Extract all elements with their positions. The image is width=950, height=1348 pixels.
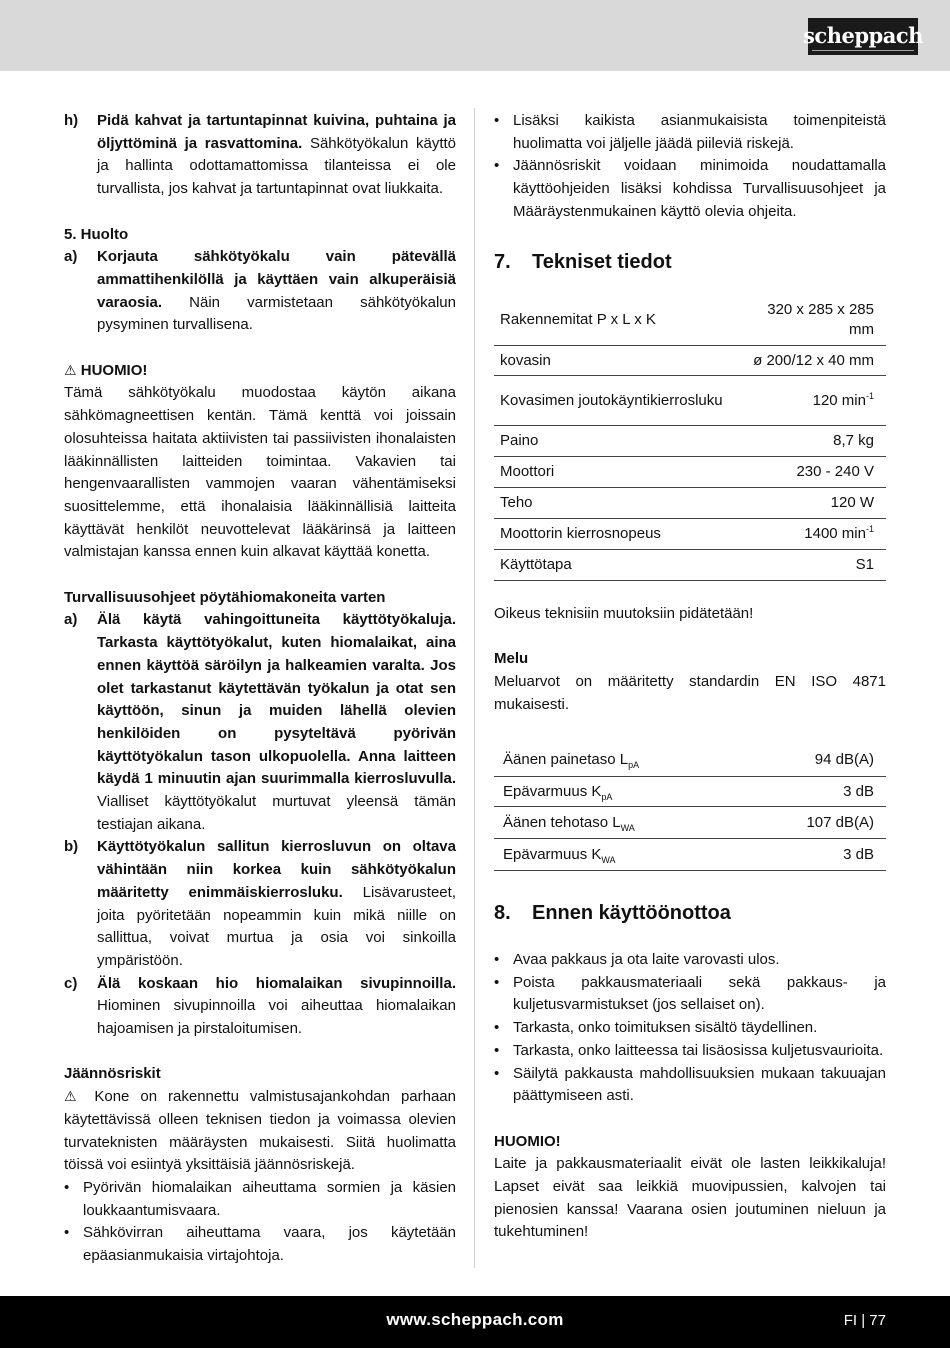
rule-bold-text: Pidä kahvat ja tartuntapinnat kuivina, puhtaina ja öljyttöminä ja rasvattomina. (97, 112, 456, 152)
list-item: • Poista pakkausmateriaali sekä pakkaus- ja kuljetusvarmistukset (jos sellaiset on). (494, 972, 886, 1017)
rule-tb (64, 836, 456, 972)
bullet-text: Tarkasta, onko laitteessa tai lisäosissa kuljetusvaurioita. (513, 1041, 884, 1059)
page-header (0, 0, 950, 71)
section-8-heading (494, 899, 886, 927)
rule-tc (64, 973, 456, 1041)
rule-ta (64, 609, 456, 836)
list-item: • Tarkasta, onko toimituksen sisältö täydellinen. (494, 1017, 886, 1040)
noise-table (494, 745, 886, 872)
spec-value: ø 200/12 x 40 mm (746, 346, 886, 376)
table-row (494, 550, 886, 581)
rule-bold-text: Älä koskaan hio hiomalaikan sivupinnoilla. (97, 974, 456, 992)
spec-label: Käyttötapa (494, 550, 746, 581)
footer-url: www.scheppach.com (386, 1310, 564, 1329)
list-item: • Jäännösriskit voidaan minimoida noudattamalla käyttöohjeiden lisäksi kohdissa Turvallisuusohjeet ja Määräystenmukainen käyttö olevia ohjeita. (494, 155, 886, 223)
noise-sub: pA (628, 760, 640, 771)
section-number: 7. (494, 250, 511, 273)
noise-sub: WA (620, 822, 635, 833)
table-row (494, 457, 886, 488)
noise-value: 3 dB (748, 839, 886, 871)
page-number: FI | 77 (843, 1312, 886, 1329)
spec-value: 230 - 240 V (746, 457, 886, 488)
spec-value: 120 W (746, 488, 886, 519)
rule-h (64, 110, 456, 201)
right-column (494, 110, 886, 1244)
spec-value: 120 min (812, 391, 866, 409)
section-title: Tekniset tiedot (532, 250, 672, 273)
list-item: • Avaa pakkaus ja ota laite varovasti ulos. (494, 949, 886, 972)
rule-bold-text: Käyttötyökalun sallitun kierrosluvun on oltava vähintään niin korkea kuin sähkötyökalun määritetty enimmäiskierrosluku. (97, 838, 456, 901)
rule-bold-text: Korjauta sähkötyökalu vain pätevällä ammattihenkilöllä ja käyttäen vain alkuperäisiä varaosia. (97, 248, 456, 311)
bullet-text: Tarkasta, onko toimituksen sisältö täydellinen. (513, 1019, 818, 1037)
table-row (494, 807, 886, 839)
table-row (494, 426, 886, 457)
table-row (494, 488, 886, 519)
bullet-text: Jäännösriskit voidaan minimoida noudattamalla käyttöohjeiden lisäksi kohdissa Turvallisuusohjeet ja Määräystenmukainen käyttö olevia ohjeita. (513, 157, 886, 220)
rule-label: c) (64, 974, 78, 992)
table-row (494, 376, 886, 426)
list-item: • Pyörivän hiomalaikan aiheuttama sormien ja käsien loukkaantumisvaara. (64, 1177, 456, 1222)
bullet-text: Poista pakkausmateriaali sekä pakkaus- ja kuljetusvarmistukset (jos sellaiset on). (513, 973, 886, 1014)
warning-icon: ⚠ (64, 1089, 84, 1106)
huomio-title: HUOMIO! (76, 361, 148, 379)
specs-table (494, 296, 886, 582)
noise-text: Meluarvot on määritetty standardin EN ISO 4871 mukaisesti. (494, 673, 886, 713)
section-5-title: 5. Huolto (64, 225, 129, 243)
spec-label: Kovasimen joutokäyntikierrosluku (494, 376, 746, 426)
column-divider (474, 108, 475, 1268)
rule-label: h) (64, 112, 79, 129)
rule-label: b) (64, 838, 79, 856)
rule-5a (64, 246, 456, 337)
table-row (494, 839, 886, 871)
list-item: • Tarkasta, onko laitteessa tai lisäosissa kuljetusvaurioita. (494, 1040, 886, 1063)
rule-text: Hiominen sivupinnoilla voi aiheuttaa hiomalaikan hajoamisen ja pirstaloitumisen. (97, 997, 456, 1038)
spec-label: Moottori (494, 457, 746, 488)
warning-icon: ⚠ (64, 362, 77, 379)
table-row (494, 296, 886, 346)
section-title: Ennen käyttöönottoa (532, 902, 731, 925)
spec-label: Moottorin kierrosnopeus (494, 519, 746, 550)
spec-unit-sup: -1 (865, 390, 874, 401)
noise-sub: WA (601, 854, 616, 865)
rule-label: a) (64, 611, 78, 629)
safety-title: Turvallisuusohjeet pöytähiomakoneita varten (64, 588, 386, 606)
residual-risks-title: Jäännösriskit (64, 1065, 161, 1083)
section-number: 8. (494, 902, 511, 925)
noise-label: Epävarmuus K (503, 845, 602, 863)
spec-label: Teho (494, 488, 746, 519)
noise-value: 107 dB(A) (748, 807, 886, 839)
bullet-text: Avaa pakkaus ja ota laite varovasti ulos. (513, 951, 780, 969)
huomio-text: Laite ja pakkausmateriaalit eivät ole lasten leikkikaluja! Lapset eivät saa leikkiä muovipussien, kalvojen tai pienosien kanssa! Vaarana osien joutuminen nieluun ja tukehtuminen! (494, 1155, 886, 1241)
spec-unit-sup: -1 (865, 524, 874, 535)
residual-risks-text: Kone on rakennettu valmistusajankohdan parhaan käytettävissä olleen teknisen tiedon ja voimassa olevien turvateknisten määräysten mukaisesti. Siitä huolimatta töissä voi esiintyä yksittäisiä jäännösriskejä. (64, 1088, 456, 1174)
rights-note: Oikeus teknisiin muutoksiin pidätetään! (494, 605, 754, 623)
left-column (64, 110, 456, 1268)
noise-label: Äänen tehotaso L (503, 813, 621, 831)
bullet-text: Pyörivän hiomalaikan aiheuttama sormien ja käsien loukkaantumisvaara. (83, 1178, 456, 1219)
spec-value: S1 (746, 550, 886, 581)
spec-value: 8,7 kg (746, 426, 886, 457)
bullet-text: Lisäksi kaikista asianmukaisista toimenpiteistä huolimatta voi jäljelle jäädä piileviä riskejä. (513, 112, 886, 152)
huomio-text: Tämä sähkötyökalu muodostaa käytön aikana sähkömagneettisen kentän. Tämä kenttä voi joissain olosuhteissa haitata aktiivisten tai passiivisten ihonalaisten lääkinnällisten laitteiden toimintaa. Vakavien tai hengenvaarallisten vammojen vaaran vähentämiseksi suosittelemme, että ihonalaisia lääkinnällisiä laitteita käyttävät henkilöt neuvottelevat lääkärinsä ja laitteen valmistajan kanssa ennen kuin alkavat käyttää konetta. (64, 384, 456, 561)
list-item: • Säilytä pakkausta mahdollisuuksien mukaan takuuajan päättymiseen asti. (494, 1063, 886, 1108)
rule-bold-text: Älä käytä vahingoittuneita käyttötyökaluja. Tarkasta käyttötyökalut, kuten hiomalaikat, aina ennen käyttöä säröilyn ja halkeamien varalta. Jos olet tarkastanut käytettävän työkalun ja otat sen käyttöön, sinun ja muiden lähellä olevien henkilöiden on pysyteltävä pyörivän käyttötyökalun tason ulkopuolella. Anna laitteen käydä 1 minuutin ajan suurimmalla kierrosluvulla. (97, 611, 456, 788)
rule-label: a) (64, 248, 78, 266)
section-7-heading (494, 248, 886, 276)
noise-label: Äänen painetaso L (503, 751, 629, 769)
spec-value: 320 x 285 x 285 mm (746, 296, 886, 346)
page-footer (0, 1296, 950, 1348)
noise-value: 3 dB (748, 777, 886, 807)
spec-label: Rakennemitat P x L x K (494, 296, 746, 346)
table-row (494, 346, 886, 376)
table-row (494, 519, 886, 550)
noise-value: 94 dB(A) (748, 745, 886, 777)
bullet-text: Sähkövirran aiheuttama vaara, jos käytetään epäasianmukaisia virtajohtoja. (83, 1224, 456, 1265)
spec-value: 1400 min (804, 525, 866, 543)
rule-text: Sähkötyökalun käyttö ja hallinta odottamattomissa tilanteissa ei ole turvallista, jos kahvat ja tartuntapinnat ovat liukkaita. (97, 134, 456, 198)
noise-sub: pA (601, 791, 613, 802)
rule-text: Näin varmistetaan sähkötyökalun pysyminen turvallisena. (97, 293, 456, 334)
noise-label: Epävarmuus K (503, 782, 602, 800)
bullet-text: Säilytä pakkausta mahdollisuuksien mukaan takuuajan päättymiseen asti. (513, 1064, 886, 1105)
spec-label: kovasin (494, 346, 746, 376)
rule-text: Lisävarusteet, joita pyöritetään nopeammin kuin mikä niille on sallittua, voivat murtua ja osia voi sinkoilla ympäristöön. (97, 883, 456, 969)
spec-label: Paino (494, 426, 746, 457)
list-item: • Sähkövirran aiheuttama vaara, jos käytetään epäasianmukaisia virtajohtoja. (64, 1222, 456, 1267)
table-row (494, 745, 886, 777)
noise-title: Melu (494, 650, 529, 668)
list-item: • Lisäksi kaikista asianmukaisista toimenpiteistä huolimatta voi jäljelle jäädä piileviä riskejä. (494, 110, 886, 155)
huomio-title: HUOMIO! (494, 1132, 561, 1150)
rule-text: Vialliset käyttötyökalut murtuvat yleensä tämän testiajan aikana. (97, 793, 456, 833)
scheppach-logo: scheppach (808, 18, 918, 55)
table-row (494, 777, 886, 807)
